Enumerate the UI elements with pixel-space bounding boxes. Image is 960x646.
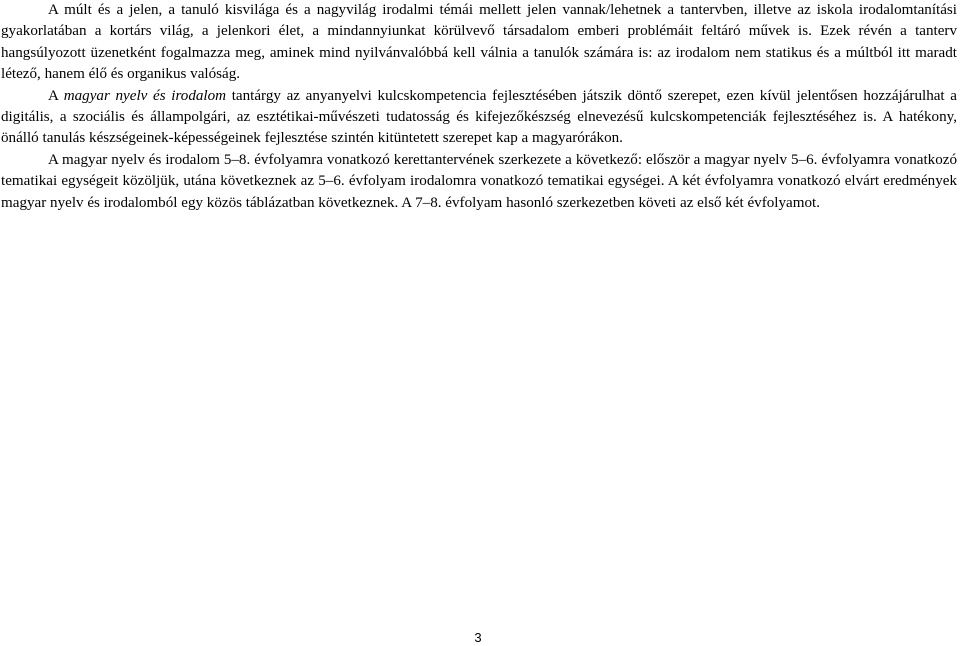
subject-name-italic: magyar nyelv és irodalom bbox=[63, 87, 227, 104]
page-number: 3 bbox=[474, 630, 482, 645]
paragraph-2-lead: A bbox=[48, 87, 64, 104]
paragraph-2 bbox=[1, 86, 957, 150]
paragraph-3: A magyar nyelv és irodalom 5–8. évfolyamra vonatkozó kerettantervének szerkezete a következő: először a magyar nyelv 5–6. évfolyamra vonatkozó tematikai egységeit közöljük, utána következnek az 5–6. évfolyam irodalomra vonatkozó tematikai egységei. A két évfolyamra vonatkozó elvárt eredmények magyar nyelv és irodalomból egy közös táblázatban következnek. A 7–8. évfolyam hasonló szerkezetben követi az első két évfolyamot. bbox=[1, 151, 957, 211]
body-text bbox=[1, 0, 957, 214]
paragraph-2-rest: tantárgy az anyanyelvi kulcskompetencia fejlesztésében játszik döntő szerepet, ezen kívül jelentősen hozzájárulhat a digitális, a szociális és állampolgári, az esztétikai-művészeti tudatosság és kifejezőkészség elnevezésű kulcskompetenciák fejlesztéséhez is. A hatékony, önálló tanulás készségeinek-képességeinek fejlesztése szintén kitüntetett szerepet kap a magyarórákon. bbox=[1, 87, 957, 147]
paragraph-1: A múlt és a jelen, a tanuló kisvilága és a nagyvilág irodalmi témái mellett jelen vannak/lehetnek a tantervben, illetve az iskola irodalomtanítási gyakorlatában a kortárs világ, a jelenkori élet, a mindannyiunkat körülvevő társadalom emberi problémáit feltáró művek is. Ezek révén a tanterv hangsúlyozott üzenetként fogalmazza meg, aminek mind nyilvánvalóbbá kell válnia a tanulók számára is: az irodalom nem statikus és a múltból itt maradt létező, hanem élő és organikus valóság. bbox=[1, 2, 957, 83]
